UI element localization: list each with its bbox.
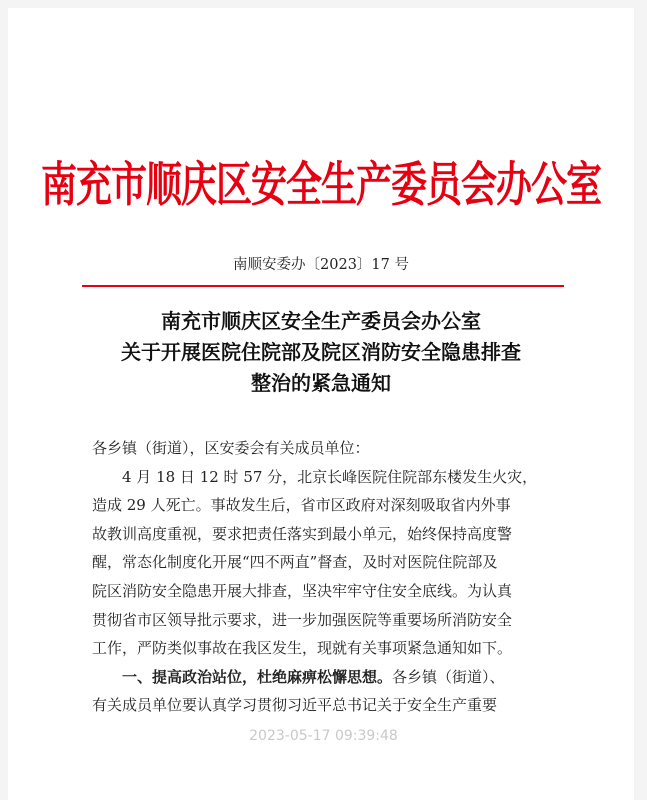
- notice-title-line: 南充市顺庆区安全生产委员会办公室: [161, 309, 481, 333]
- notice-title: [8, 306, 634, 399]
- body-line: 醒，常态化制度化开展“四不两直”督查，及时对医院住院部及: [92, 553, 498, 572]
- body-line: 院区消防安全隐患开展大排查，坚决牢牢守住安全底线。为认真: [92, 581, 513, 600]
- letterhead-title: 南充市顺庆区安全生产委员会办公室: [40, 157, 601, 213]
- body-line: 贯彻省市区领导批示要求，进一步加强医院等重要场所消防安全: [92, 610, 513, 629]
- section-heading: 一、提高政治站位，杜绝麻痹松懈思想。: [122, 667, 393, 686]
- section-text: 各乡镇（街道）、: [392, 667, 505, 686]
- body-line: 4 月 18 日 12 时 57 分，北京长峰医院住院部东楼发生火灾，: [122, 467, 538, 486]
- document-page: [8, 8, 634, 800]
- document-number: 南顺安委办〔2023〕17 号: [233, 257, 409, 273]
- body-line: 工作，严防类似事故在我区发生，现就有关事项紧急通知如下。: [92, 639, 513, 658]
- body-line: 造成 29 人死亡。事故发生后，省市区政府对深刻吸取省内外事: [92, 496, 511, 515]
- notice-body: [92, 434, 584, 720]
- body-line: 故教训高度重视，要求把责任落实到最小单元，始终保持高度警: [92, 524, 513, 543]
- body-line: 有关成员单位要认真学习贯彻习近平总书记关于安全生产重要: [92, 696, 498, 715]
- capture-timestamp: 2023-05-17 09:39:48: [249, 728, 398, 744]
- salutation: 各乡镇（街道），区安委会有关成员单位：: [92, 439, 370, 457]
- red-divider-line: [82, 285, 564, 287]
- notice-title-line: 关于开展医院住院部及院区消防安全隐患排查: [121, 340, 521, 364]
- notice-title-line: 整治的紧急通知: [251, 371, 391, 395]
- section-heading-line: [92, 663, 584, 692]
